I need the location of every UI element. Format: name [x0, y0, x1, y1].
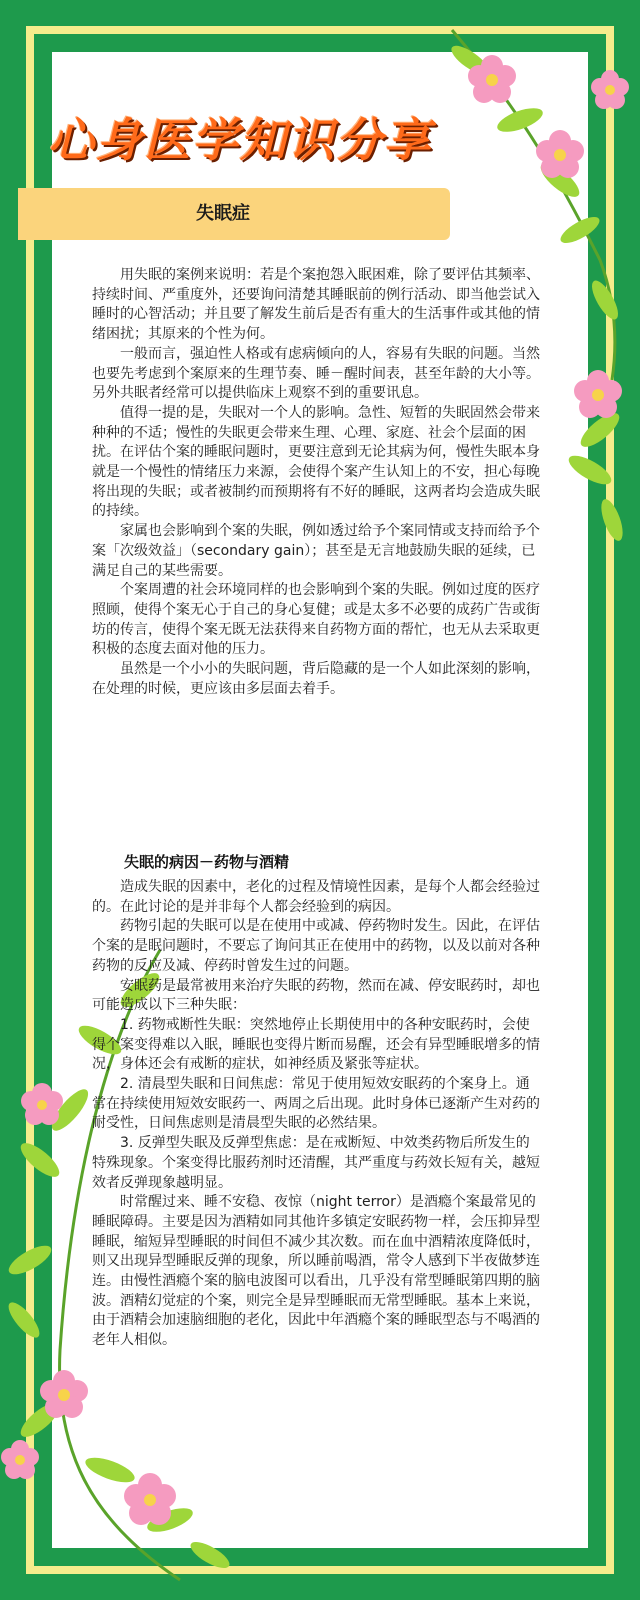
flower-top-right-2 — [591, 70, 629, 109]
paragraph: 一般而言，强迫性人格或有虑病倾向的人，容易有失眠的问题。当然也要先考虑到个案原来的生理节奏、睡－醒时间表，甚至年龄的大小等。另外共眠者经常可以提供临床上观察不到的重要讯息。 — [92, 345, 540, 402]
paragraph: 1. 药物戒断性失眠：突然地停止长期使用中的各种安眠药时，会使得个案变得难以入眠，睡眠也变得片断而易醒，还会有异型睡眠增多的情况，身体还会有戒断的症状，如神经质及紧张等症状。 — [92, 1016, 540, 1073]
flower-left-3 — [1, 1440, 39, 1479]
flower-left-1 — [21, 1083, 63, 1125]
section-1-body — [92, 266, 540, 699]
paragraph: 个案周遭的社会环境同样的也会影响到个案的失眠。例如过度的医疗照顾，使得个案无心于自己的身心复健；或是太多不必要的成药广告或街坊的传言，使得个案无既无法获得来自药物方面的帮忙，也无从去采取更积极的态度去面对他的压力。 — [92, 582, 540, 658]
paragraph: 家属也会影响到个案的失眠，例如透过给予个案同情或支持而给予个案「次级效益」（secondary gain）；甚至是无言地鼓励失眠的延续，已满足自己的某些需要。 — [92, 523, 540, 579]
paragraph: 药物引起的失眠可以是在使用中或减、停药物时发生。因此，在评估个案的是眠问题时，不要忘了询问其正在使用中的药物，以及以前对各种药物的反应及减、停药时曾发生过的问题。 — [92, 918, 540, 974]
paragraph: 2. 清晨型失眠和日间焦虑：常见于使用短效安眠药的个案身上。通常在持续使用短效安眠药一、两周之后出现。此时身体已逐渐产生对药的耐受性，日间焦虑则是清晨型失眠的必然结果。 — [92, 1076, 540, 1132]
section-2-heading: 失眠的病因－药物与酒精 — [124, 853, 290, 871]
subtitle: 失眠症 — [196, 203, 250, 224]
flower-right-mid — [574, 370, 622, 418]
page-title: 心身医学知识分享 — [48, 113, 432, 167]
paragraph: 造成失眠的因素中，老化的过程及情境性因素，是每个人都会经验过的。在此讨论的是并非每个人都会经验到的病因。 — [92, 879, 540, 915]
flower-left-2 — [40, 1370, 88, 1418]
paragraph: 值得一提的是，失眠对一个人的影响。急性、短暂的失眠固然会带来种种的不适；慢性的失眠更会带来生理、心理、家庭、社会个层面的困扰。在评估个案的睡眠问题时，更要注意到无论其病为何，慢性失眠本身就是一个慢性的情绪压力来源，会使得个案产生认知上的不安，担心每晚将出现的失眠；或者被制约而预期将有不好的睡眠，这两者均会造成失眠的持续。 — [92, 404, 540, 520]
paragraph: 安眠药是最常被用来治疗失眠的药物，然而在减、停安眠药时，却也可能造成以下三种失眠： — [92, 977, 540, 1014]
paragraph: 时常醒过来、睡不安稳、夜惊（night terror）是酒瘾个案最常见的睡眠障碍。主要是因为酒精如同其他许多镇定安眠药物一样，会压抑异型睡眠，缩短异型睡眠的时间但不减少其次数。而在血中酒精浓度降低时，则又出现异型睡眠反弹的现象，所以睡前喝酒，常令人感到下半夜做梦连连。由慢性酒瘾个案的脑电波图可以看出，几乎没有常型睡眠第四期的脑波。酒精幻觉症的个案，则完全是异型睡眠而无常型睡眠。基本上来说，由于酒精会加速脑细胞的老化，因此中年酒瘾个案的睡眠型态与不喝酒的老年人相似。 — [92, 1194, 540, 1349]
paragraph: 用失眠的案例来说明：若是个案抱怨入眠困难，除了要评估其频率、持续时间、严重度外，还要询问清楚其睡眠前的例行活动、即当他尝试入睡时的心智活动；并且要了解发生前后是否有重大的生活事件或其他的情绪困扰；其原来的个性为何。 — [92, 267, 540, 343]
section-2-body — [92, 878, 540, 1351]
paragraph: 虽然是一个小小的失眠问题，背后隐藏的是一个人如此深刻的影响，在处理的时候，更应该由多层面去着手。 — [92, 661, 540, 697]
paragraph: 3. 反弹型失眠及反弹型焦虑：是在戒断短、中效类药物后所发生的特殊现象。个案变得比服药剂时还清醒，其严重度与药效长短有关，越短效者反弹现象越明显。 — [92, 1135, 540, 1191]
